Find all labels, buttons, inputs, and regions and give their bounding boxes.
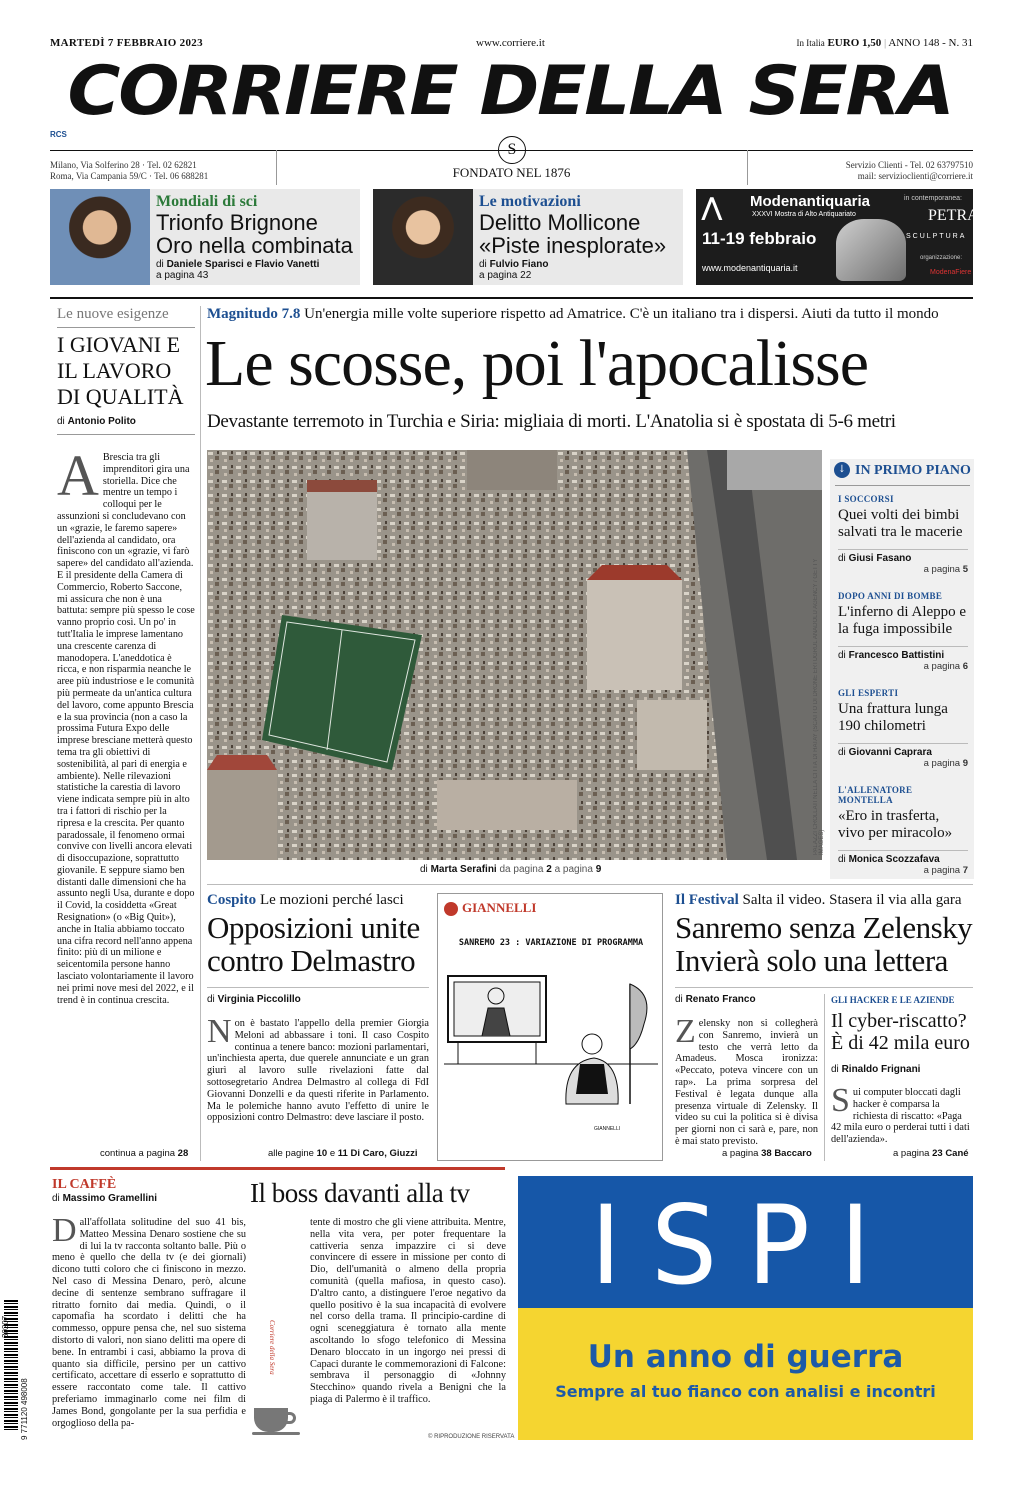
editorial-kicker: Le nuove esigenze — [57, 306, 169, 322]
credit-to-page: 9 — [595, 864, 602, 875]
sanremo-text: elensky non si collegherà con Sanremo, invierà un testo che verrà letto da Amadeus. Mosca ironizza: «Peccato, poteva vincere con un rap». La prima sorpresa del Festival è legata dunque alla presenza virtuale di Zelensky. Il video su cui la politica si è divisa per giorni non ci sarà e, pare, non è mai stato previsto. — [675, 1018, 818, 1147]
editorial-author: Antonio Polito — [67, 416, 136, 427]
sanremo-byline — [675, 994, 756, 1005]
cospito-page-2: 11 — [337, 1148, 348, 1159]
by-prefix: di — [479, 259, 487, 270]
pp-author: Giovanni Caprara — [848, 747, 932, 758]
cospito-author: Virginia Piccolillo — [217, 994, 301, 1005]
continue-page: 28 — [177, 1148, 189, 1159]
credit-from-page: 2 — [546, 864, 552, 875]
ad-org-brand: ModenaFiere — [930, 269, 972, 276]
cartoon-signature: GIANNELLI — [594, 1126, 621, 1132]
main-kicker-label: Magnitudo 7.8 — [207, 306, 301, 322]
teaser-kicker: Le motivazioni — [479, 193, 581, 210]
by-prefix: di — [838, 553, 846, 564]
pp-page-label: a pagina — [923, 564, 961, 575]
sanremo-kicker-text: Salta il video. Stasera il via alla gara — [742, 892, 962, 908]
by-prefix: di — [52, 1193, 60, 1204]
teaser-page: a pagina 43 — [156, 270, 209, 281]
cospito-page-1: 10 — [316, 1148, 328, 1159]
teaser-mollicone[interactable] — [373, 189, 683, 285]
cyber-text: ui computer bloccati dagli hacker è comparsa la richiesta di riscatto: «Paga 42 mila euro o perderai tutti i dati dell'azienda». — [831, 1087, 970, 1146]
primo-piano-item[interactable] — [838, 785, 968, 876]
ad-org-label: organizzazione: — [920, 255, 963, 261]
teaser-title-line: «Piste inesplorate» — [479, 233, 667, 258]
main-kicker-text: Un'energia mille volte superiore rispetto ad Amatrice. C'è un italiano tra i dispersi. Aiuti da tutto il mondo — [304, 306, 939, 322]
pp-page-number: 7 — [962, 865, 968, 876]
cyber-byline — [831, 1064, 920, 1075]
teaser-title-line: Delitto Mollicone — [479, 210, 641, 235]
cospito-and: e — [329, 1148, 336, 1159]
by-prefix: di — [675, 994, 683, 1005]
sanremo-kicker — [675, 892, 962, 909]
cyber-title-line: Il cyber-riscatto? — [831, 1010, 967, 1032]
pp-page-label: a pagina — [923, 661, 961, 672]
sanremo-body — [675, 1013, 818, 1148]
sanremo-author: Renato Franco — [685, 994, 756, 1005]
editorial-byline — [57, 416, 136, 427]
ad-side-sub: SCULPTURA — [906, 233, 967, 240]
editorial-body — [57, 443, 195, 1006]
sanremo-kicker-label: Il Festival — [675, 892, 739, 908]
seal-icon: S — [498, 136, 526, 164]
website-link[interactable]: www.corriere.it — [476, 37, 545, 49]
primo-piano-header: IN PRIMO PIANO — [855, 463, 971, 478]
by-prefix: di — [838, 650, 846, 661]
cup-steam-text: Corriere della Sera — [268, 1320, 276, 1375]
red-dot-icon — [444, 902, 458, 916]
ad-modenantiquaria[interactable] — [696, 189, 979, 285]
caffe-kicker: IL CAFFÈ — [52, 1177, 117, 1192]
cospito-text: on è bastato l'appello della premier Giorgia Meloni ad abbassare i toni. Il caso Cospito continua a tenere banco: mozioni parlamentari, un'inchiesta aperta, due querele annunciate e un gran giurì al lavoro sulle rivelazioni fatte dal sottosegretario Andrea Delmastro al collega di FdI Giovanni Donzelli e da questi riferite in Parlamento. Ma le polemiche hanno avuto l'effetto di unire le opposizioni contro Delmastro: deve lasciare il posto. — [207, 1018, 429, 1124]
pp-kicker: GLI ESPERTI — [838, 688, 899, 698]
pp-page — [838, 661, 968, 672]
teaser-title — [479, 211, 666, 257]
teaser-title — [156, 211, 353, 257]
main-deck: Devastante terremoto in Turchia e Siria: migliaia di morti. L'Anatolia si è spostata di 5-6 metri — [207, 411, 896, 432]
pp-kicker: I SOCCORSI — [838, 494, 894, 504]
pp-author: Monica Scozzafava — [848, 854, 940, 865]
pp-kicker: L'ALLENATORE MONTELLA — [838, 785, 913, 805]
ad-side-brand: PETRA — [928, 207, 979, 224]
teaser-kicker: Mondiali di sci — [156, 193, 258, 210]
caffe-text-1: all'affollata solitudine del suo 41 bis, Matteo Messina Denaro sostiene che su di lui la tv racconta soltanto balle. Più o meno è quello che della tv (e dei giornali) dicono tutti coloro che ci finiscono in mezzo. Nel caso di Messina Denaro, però, alcune decine di sentenze sembrano suffragare il ritratto fornito dai media. Quindi, o il capomafia ha scordato i delitti che ha commesso, oppure pensa che, nel suo sistema distorto di valori, non siano delitti ma opere di bene. In entrambi i casi, abbiamo la prova di quanto sia difficile, persino per un cattivo certificato, accettare di esserlo e soprattutto di essere raccontato come tale. Il cattivo preferiamo immaginarlo come nei film di James Bond, gongolante per la sua perfidia e orgoglioso della pa- — [52, 1217, 246, 1429]
primo-piano-item[interactable] — [838, 688, 968, 769]
cospito-pages-label: alle pagine — [268, 1148, 314, 1159]
ad-dates: 11-19 febbraio — [702, 229, 817, 248]
pp-page-label: a pagina — [923, 758, 961, 769]
drop-cap: S — [831, 1082, 850, 1119]
by-prefix: di — [207, 994, 215, 1005]
cospito-kicker-text: Le mozioni perché lasci — [259, 892, 404, 908]
giannelli-label: GIANNELLI — [462, 900, 537, 915]
credit-author: Marta Serafini — [430, 864, 497, 875]
teaser-photo — [373, 189, 473, 285]
pp-page-label: a pagina — [923, 865, 961, 876]
sanremo-title-line: Sanremo senza Zelensky — [675, 910, 973, 945]
ad-subtitle: XXXVI Mostra di Alto Antiquariato — [752, 211, 856, 218]
earthquake-photo — [207, 450, 822, 860]
teaser-photo — [50, 189, 150, 285]
pp-author: Francesco Battistini — [848, 650, 945, 661]
issue-date: MARTEDÌ 7 FEBBRAIO 2023 — [50, 37, 203, 49]
ad-brand: Modenantiquaria — [750, 193, 871, 210]
continue-label: continua a pagina — [100, 1148, 176, 1159]
teaser-title-line: Trionfo Brignone — [156, 210, 318, 235]
by-prefix: di — [838, 854, 846, 865]
barcode-number: 9 771120 498008 — [20, 1378, 29, 1440]
pp-title: L'inferno di Aleppo e la fuga impossibile — [838, 604, 967, 637]
cyber-title[interactable] — [831, 1010, 976, 1054]
founded: FONDATO NEL 1876 — [452, 165, 571, 180]
credit-from-label: da pagina — [499, 864, 544, 875]
pp-title: Quei volti dei bimbi salvati tra le macerie — [838, 507, 963, 540]
cyber-page[interactable] — [893, 1148, 969, 1159]
address-right — [846, 160, 973, 182]
sanremo-author-2: Baccaro — [774, 1148, 812, 1159]
ispi-subtitle: Sempre al tuo fianco con analisi e incontri — [555, 1382, 936, 1401]
teaser-authors: Fulvio Fiano — [489, 259, 549, 270]
pp-title: Una frattura lunga 190 chilometri — [838, 701, 948, 734]
ispi-ad[interactable] — [518, 1176, 973, 1440]
arrow-down-icon: ↓ — [834, 462, 850, 478]
by-prefix: di — [57, 416, 65, 427]
caffe-byline — [52, 1193, 157, 1204]
primo-piano-item[interactable] — [838, 494, 968, 575]
pp-byline — [838, 549, 968, 564]
pp-title: «Ero in trasferta, vivo per miracolo» — [838, 808, 953, 841]
main-kicker — [207, 306, 939, 323]
cospito-kicker-label: Cospito — [207, 892, 257, 908]
drop-cap: A — [57, 443, 99, 508]
pp-page — [838, 564, 968, 575]
pp-page — [838, 758, 968, 769]
pp-page-number: 9 — [962, 758, 968, 769]
drop-cap: D — [52, 1212, 77, 1249]
rubble-illustration — [207, 450, 822, 860]
teaser-byline — [479, 259, 548, 281]
cospito-byline — [207, 994, 301, 1005]
pp-byline — [838, 850, 968, 865]
editorial-title[interactable]: I GIOVANI E IL LAVORO DI QUALITÀ — [57, 332, 184, 409]
cyber-author: Rinaldo Frignani — [841, 1064, 921, 1075]
drop-cap: N — [207, 1013, 232, 1050]
teaser-brignone[interactable] — [50, 189, 360, 285]
cospito-body — [207, 1013, 429, 1124]
cyber-body — [831, 1082, 973, 1146]
drop-cap: Z — [675, 1013, 696, 1050]
editorial-text: Brescia tra gli imprenditori gira una storiella. Dice che mentre un tempo i colloqui per le assunzioni si concludevano con un «grazie, le faremo sapere» dell'azienda al candidato, ora finiscono con un «grazie, vi farò sapere» del candidato all'azienda. E il presidente della Camera di Commercio, Roberto Saccone, mi assicura che non è una battuta: sempre più spesso le cose vanno proprio così. Un po' in tutt'Italia le imprese lamentano una crescente carenza di manodopera. L'aneddotica è ricca, e non risparmia neanche le aree più industriose e le comunità più permeate da un'antica cultura del lavoro, come appunto Brescia e la sua provincia (non a caso la prossima Futura Expo delle imprese bresciane metterà questo tema tra gli obiettivi di sostenibilità, al pari di energia e ambiente). Nelle rilevazioni statistiche la carestia di lavoro viene indicata sempre più in alto tra i fattori di rischio per la ripresa e la crescita. Per quanto paradossale, il fenomeno ormai convive con livelli ancora elevati di disoccupazione, soprattutto giovanile. E seppure siamo ben distanti dalle dimensioni che ha assunto negli Usa, durante e dopo il Covid, la cosiddetta «Great Resignation» (o «Big Quit»), anche in Italia abbiamo toccato una cifra record nell'anno appena finito: più di un milione e seicentomila persone hanno lasciato volontariamente il lavoro nei primi nove mesi del 2022, e il trend è in continua crescita. — [57, 452, 195, 1006]
address-milano: Milano, Via Solferino 28 · Tel. 02 62821 — [50, 160, 197, 170]
pp-byline — [838, 743, 968, 758]
pp-author: Giusi Fasano — [848, 553, 912, 564]
cospito-kicker — [207, 892, 404, 909]
pp-byline — [838, 646, 968, 661]
sanremo-page-label: a pagina — [722, 1148, 759, 1159]
caffe-column-1 — [52, 1212, 246, 1429]
cyber-page-number: 23 — [932, 1148, 943, 1159]
customer-mail[interactable]: mail: servizioclienti@corriere.it — [857, 171, 973, 181]
cyber-page-label: a pagina — [893, 1148, 930, 1159]
credit-to-label: a pagina — [554, 864, 593, 875]
masthead-logo: CORRIERE DELLA SERA — [67, 52, 953, 131]
ad-url[interactable]: www.modenantiquaria.it — [702, 263, 798, 273]
sanremo-page[interactable] — [722, 1148, 812, 1159]
ad-side-label: in contemporanea: — [904, 195, 962, 202]
coffee-cup-icon — [252, 1320, 302, 1440]
sanremo-page-number: 38 — [761, 1148, 772, 1159]
by-prefix: di — [838, 747, 846, 758]
cartoon-caption: SANREMO 23 : VARIAZIONE DI PROGRAMMA — [458, 938, 644, 948]
photo-caption: PALAZZI CROLLATI NELLA CITTÀ DI HATAY (SCATTO DI DRONE ERTUGRUL ANADOLU AGENCY / GETTY IMAGES) — [813, 558, 825, 855]
caffe-author: Massimo Gramellini — [62, 1193, 158, 1204]
ispi-headline: Un anno di guerra — [587, 1339, 904, 1375]
ad-sculpture — [836, 219, 906, 281]
teaser-title-line: Oro nella combinata — [156, 233, 353, 258]
cospito-authors-2: Di Caro, Giuzzi — [350, 1148, 418, 1159]
teaser-byline — [156, 259, 319, 281]
barcode-code: 30207 — [1, 1315, 10, 1338]
ad-logo-icon: ⋀ — [702, 194, 722, 221]
giannelli-cartoon[interactable] — [444, 930, 658, 1138]
address-left — [50, 160, 208, 182]
address-roma: Roma, Via Campania 59/C · Tel. 06 688281 — [50, 171, 209, 181]
cospito-pages[interactable] — [268, 1148, 418, 1159]
cyber-title-line: È di 42 mila euro — [831, 1032, 970, 1054]
caffe-title[interactable]: Il boss davanti alla tv — [250, 1178, 470, 1208]
sanremo-title[interactable] — [675, 911, 975, 977]
cospito-title[interactable]: Opposizioni unite contro Delmastro — [207, 910, 420, 978]
sanremo-title-line: Invierà solo una lettera — [675, 943, 948, 978]
pp-page-number: 6 — [962, 661, 968, 672]
teaser-page: a pagina 22 — [479, 270, 532, 281]
by-prefix: di — [156, 259, 164, 270]
teaser-authors: Daniele Sparisci e Flavio Vanetti — [166, 259, 320, 270]
customer-service: Servizio Clienti - Tel. 02 63797510 — [845, 160, 973, 170]
cartoon-drawing — [444, 954, 658, 1138]
pp-page-number: 5 — [962, 564, 968, 575]
reserved-rights: © RIPRODUZIONE RISERVATA — [428, 1434, 515, 1440]
main-headline[interactable]: Le scosse, poi l'apocalisse — [205, 327, 869, 400]
by-prefix: di — [420, 864, 428, 875]
by-prefix: di — [831, 1064, 839, 1075]
editorial-continue[interactable] — [100, 1148, 188, 1159]
price-issue: In Italia EURO 1,50 | ANNO 148 - N. 31 — [796, 37, 973, 49]
ispi-logo: ISPI — [590, 1180, 901, 1310]
caffe-column-2: tente di mostro che gli viene attribuita. Mentre, nella vita vera, per poter frequentare la cattiveria senza impazzire ci si deve convincere di essere in missione per conto di Dio, dell'umanità o almeno della propria comunità (quella mafiosa, in questo caso). D'altro canto, a distinguere l'eroe negativo da quello positivo è la sua incapacità di evolvere nel corso della trama. Il principio-cardine di ogni sceneggiatura è tornato alla mente ascoltando lo sfogo telefonico di Messina Denaro bloccato in un ingorgo nei pressi di Capaci durante le commemorazioni di Falcone: sembrava il personaggio di «Johnny Stecchino» quando rivela a Benigni che la piaga di Palermo è il traffico. — [310, 1217, 506, 1405]
cyber-author-2: Cané — [945, 1148, 969, 1159]
pp-kicker: DOPO ANNI DI BOMBE — [838, 591, 943, 601]
price: EURO 1,50 — [827, 37, 882, 49]
price-prefix: In Italia — [796, 38, 825, 48]
pp-page — [838, 865, 968, 876]
issue-number: ANNO 148 - N. 31 — [888, 37, 973, 49]
rcs-logo: RCS — [50, 130, 67, 139]
main-credit[interactable] — [420, 864, 601, 875]
cyber-kicker: GLI HACKER E LE AZIENDE — [831, 995, 955, 1005]
primo-piano-item[interactable] — [838, 591, 968, 672]
